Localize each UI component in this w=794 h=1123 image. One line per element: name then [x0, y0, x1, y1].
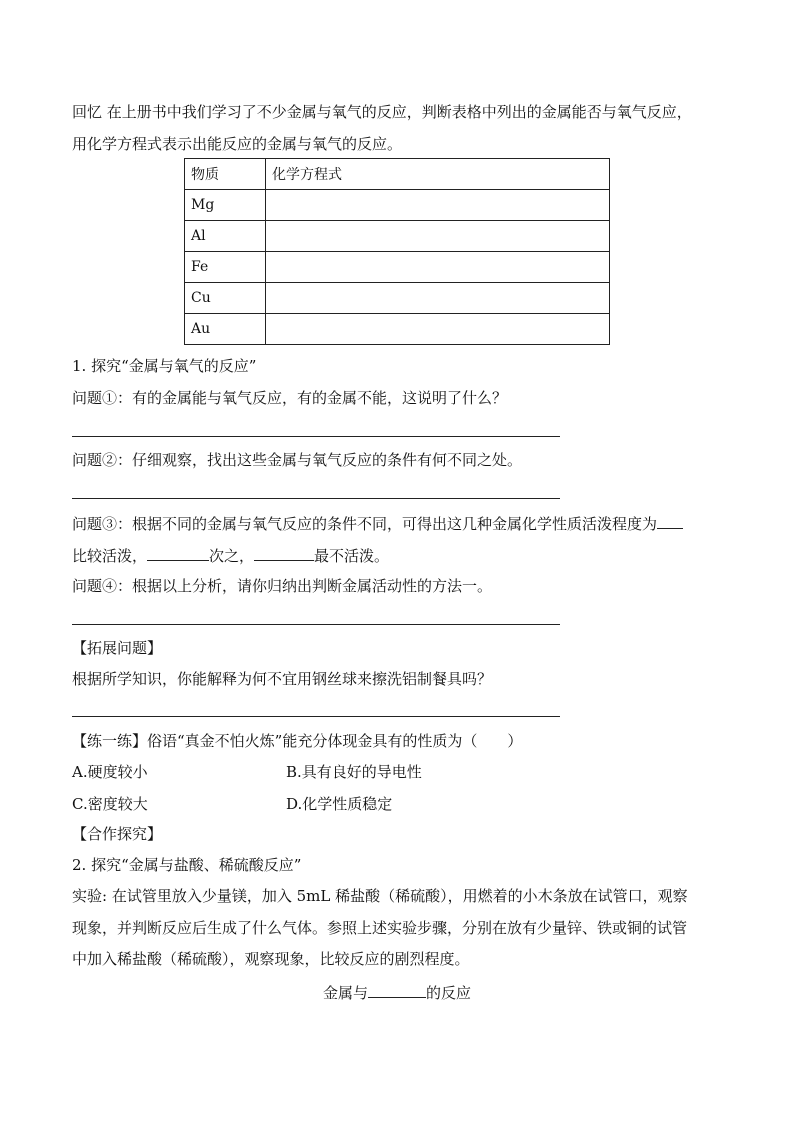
recall-line-1: 回忆 在上册书中我们学习了不少金属与氧气的反应，判断表格中列出的金属能否与氧气反应， [72, 103, 692, 121]
question-3-line1 [72, 513, 683, 534]
cooperation-heading: 【合作探究】 [72, 825, 163, 843]
option-c[interactable]: C.密度较大 [72, 795, 148, 813]
table-row [185, 314, 610, 345]
answer-line-q1[interactable] [72, 436, 560, 437]
question-3-line2 [72, 545, 389, 566]
metal-cell: Al [185, 221, 266, 252]
table-caption [0, 982, 794, 1003]
experiment-line-2: 现象，并判断反应后生成了什么气体。参照上述实验步骤，分别在放有少量锌、铁或铜的试管 [72, 919, 688, 937]
equation-cell[interactable] [266, 190, 610, 221]
section2-title: 2. 探究“金属与盐酸、稀硫酸反应” [72, 856, 302, 874]
metal-cell: Cu [185, 283, 266, 314]
equation-cell[interactable] [266, 283, 610, 314]
table-row [185, 221, 610, 252]
blank-most-active[interactable] [657, 513, 683, 529]
extension-heading: 【拓展问题】 [72, 639, 163, 657]
equation-cell[interactable] [266, 252, 610, 283]
section1-title: 1. 探究“金属与氧气的反应” [72, 357, 257, 375]
q3-phrase-2: 次之， [209, 547, 255, 565]
answer-line-extension[interactable] [72, 716, 560, 717]
equation-cell[interactable] [266, 221, 610, 252]
practice-label: 【练一练】 [72, 732, 148, 750]
question-3-text: 问题③：根据不同的金属与氧气反应的条件不同，可得出这几种金属化学性质活泼程度为 [72, 515, 658, 533]
q3-phrase-1: 比较活泼， [72, 547, 148, 565]
extension-question: 根据所学知识，你能解释为何不宜用钢丝球来擦洗铝制餐具吗？ [72, 670, 493, 688]
metal-oxygen-table [184, 158, 610, 345]
table-row [185, 252, 610, 283]
table-row [185, 283, 610, 314]
header-substance: 物质 [185, 159, 266, 190]
blank-least-active[interactable] [254, 545, 314, 561]
question-2: 问题②：仔细观察，找出这些金属与氧气反应的条件有何不同之处。 [72, 451, 523, 469]
metal-cell: Au [185, 314, 266, 345]
header-equation: 化学方程式 [266, 159, 610, 190]
experiment-line-1: 实验: 在试管里放入少量镁，加入 5mL 稀盐酸（稀硫酸），用燃着的小木条放在试管口，观察 [72, 887, 688, 905]
question-4: 问题④：根据以上分析，请你归纳出判断金属活动性的方法一。 [72, 577, 493, 595]
blank-acid[interactable] [368, 982, 426, 998]
option-a[interactable]: A.硬度较小 [72, 763, 148, 781]
option-d[interactable]: D.化学性质稳定 [286, 795, 393, 813]
option-b[interactable]: B.具有良好的导电性 [286, 763, 422, 781]
recall-line-2: 用化学方程式表示出能反应的金属与氧气的反应。 [72, 135, 403, 153]
equation-cell[interactable] [266, 314, 610, 345]
caption-post: 的反应 [426, 984, 472, 1002]
answer-line-q2[interactable] [72, 498, 560, 499]
practice-question: 俗语“真金不怕火炼”能充分体现金具有的性质为（ ） [147, 732, 523, 750]
experiment-line-3: 中加入稀盐酸（稀硫酸），观察现象，比较反应的剧烈程度。 [72, 950, 470, 968]
metal-cell: Mg [185, 190, 266, 221]
blank-second[interactable] [147, 545, 209, 561]
table-row [185, 190, 610, 221]
q3-phrase-3: 最不活泼。 [314, 547, 390, 565]
table-header-row [185, 159, 610, 190]
caption-pre: 金属与 [322, 984, 368, 1002]
answer-line-q4[interactable] [72, 624, 560, 625]
question-1: 问题①：有的金属能与氧气反应，有的金属不能，这说明了什么？ [72, 389, 508, 407]
practice-line [72, 731, 522, 751]
metal-cell: Fe [185, 252, 266, 283]
